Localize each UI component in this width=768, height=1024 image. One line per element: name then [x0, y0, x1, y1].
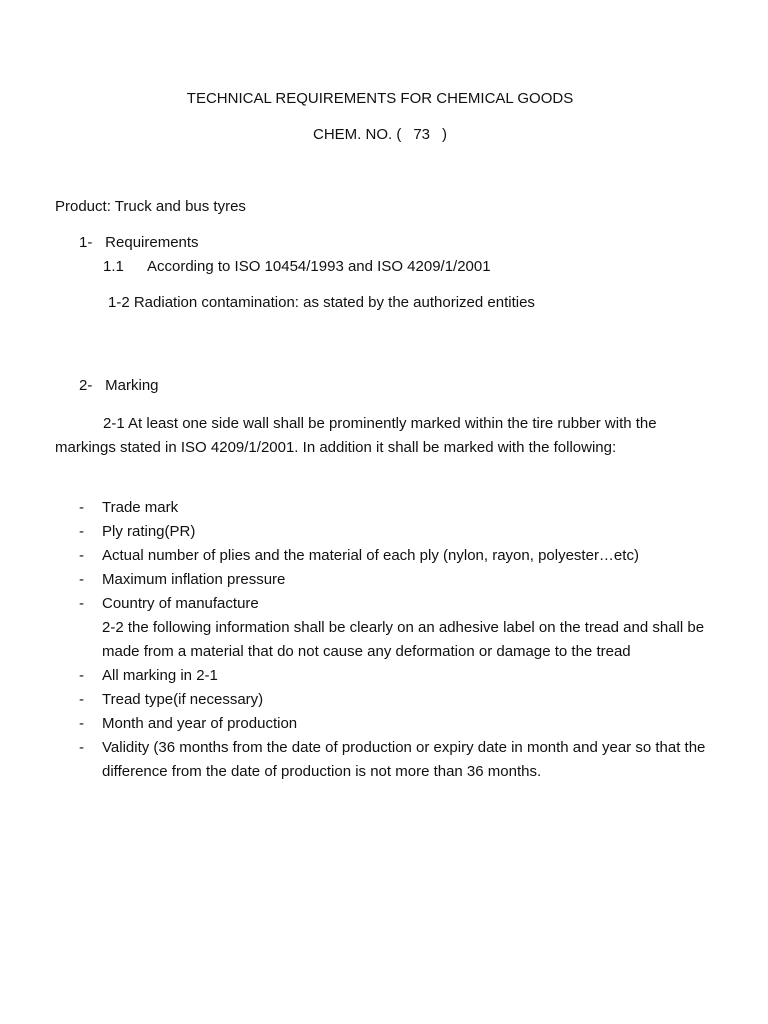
dash-bullet: - [79, 691, 84, 708]
dash-bullet: - [79, 499, 84, 516]
list-item: - Tread type(if necessary) [79, 688, 719, 712]
chem-prefix: CHEM. NO. ( [312, 126, 402, 143]
list-item: - Validity (36 months from the date of production or expiry date in month and year so that the difference from the date of production is not more than 36 months. [79, 736, 719, 784]
list-item: - All marking in 2-1 [79, 664, 719, 688]
list-item: - Maximum inflation pressure [79, 568, 719, 592]
dash-bullet: - [79, 715, 84, 732]
marking-paragraph [55, 412, 715, 460]
item-1-1-number: 1.1 [103, 258, 124, 275]
chem-suffix: ) [442, 126, 448, 143]
list-item: - Actual number of plies and the material of each ply (nylon, rayon, polyester…etc) [79, 544, 719, 568]
section-1-heading [79, 233, 199, 253]
item-1-1-text: According to ISO 10454/1993 and ISO 4209/1/2001 [147, 258, 491, 275]
item-1-1 [103, 257, 491, 277]
dash-bullet: - [79, 595, 84, 612]
list-item: - Ply rating(PR) [79, 520, 719, 544]
section-2-number: 2- [79, 377, 93, 394]
marking-paragraph-text: 2-1 At least one side wall shall be prominently marked within the tire rubber with the markings stated in ISO 4209/1/2001. In addition it shall be marked with the following: [55, 415, 657, 456]
section-1-title: Requirements [105, 234, 199, 251]
note-2-2: 2-2 the following information shall be clearly on an adhesive label on the tread and shall be made from a material that do not cause any deformation or damage to the tread [102, 619, 705, 660]
dash-bullet: - [79, 571, 84, 588]
dash-bullet: - [79, 739, 84, 756]
list-item: - Country of manufacture [79, 592, 719, 616]
chem-number-line [0, 125, 760, 145]
section-1-number: 1- [79, 234, 93, 251]
list-item: - Trade mark [79, 496, 719, 520]
dash-bullet: - [79, 547, 84, 564]
list-item: - Month and year of production [79, 712, 719, 736]
section-2-heading [79, 376, 159, 396]
dash-bullet: - [79, 523, 84, 540]
dash-bullet: - [79, 667, 84, 684]
chem-number: 73 [413, 126, 431, 143]
document-title: TECHNICAL REQUIREMENTS FOR CHEMICAL GOODS [186, 90, 574, 107]
section-2-title: Marking [105, 377, 159, 394]
product-line: Product: Truck and bus tyres [55, 198, 246, 215]
item-1-2: 1-2 Radiation contamination: as stated by the authorized entities [108, 294, 535, 311]
marking-list [79, 496, 719, 784]
